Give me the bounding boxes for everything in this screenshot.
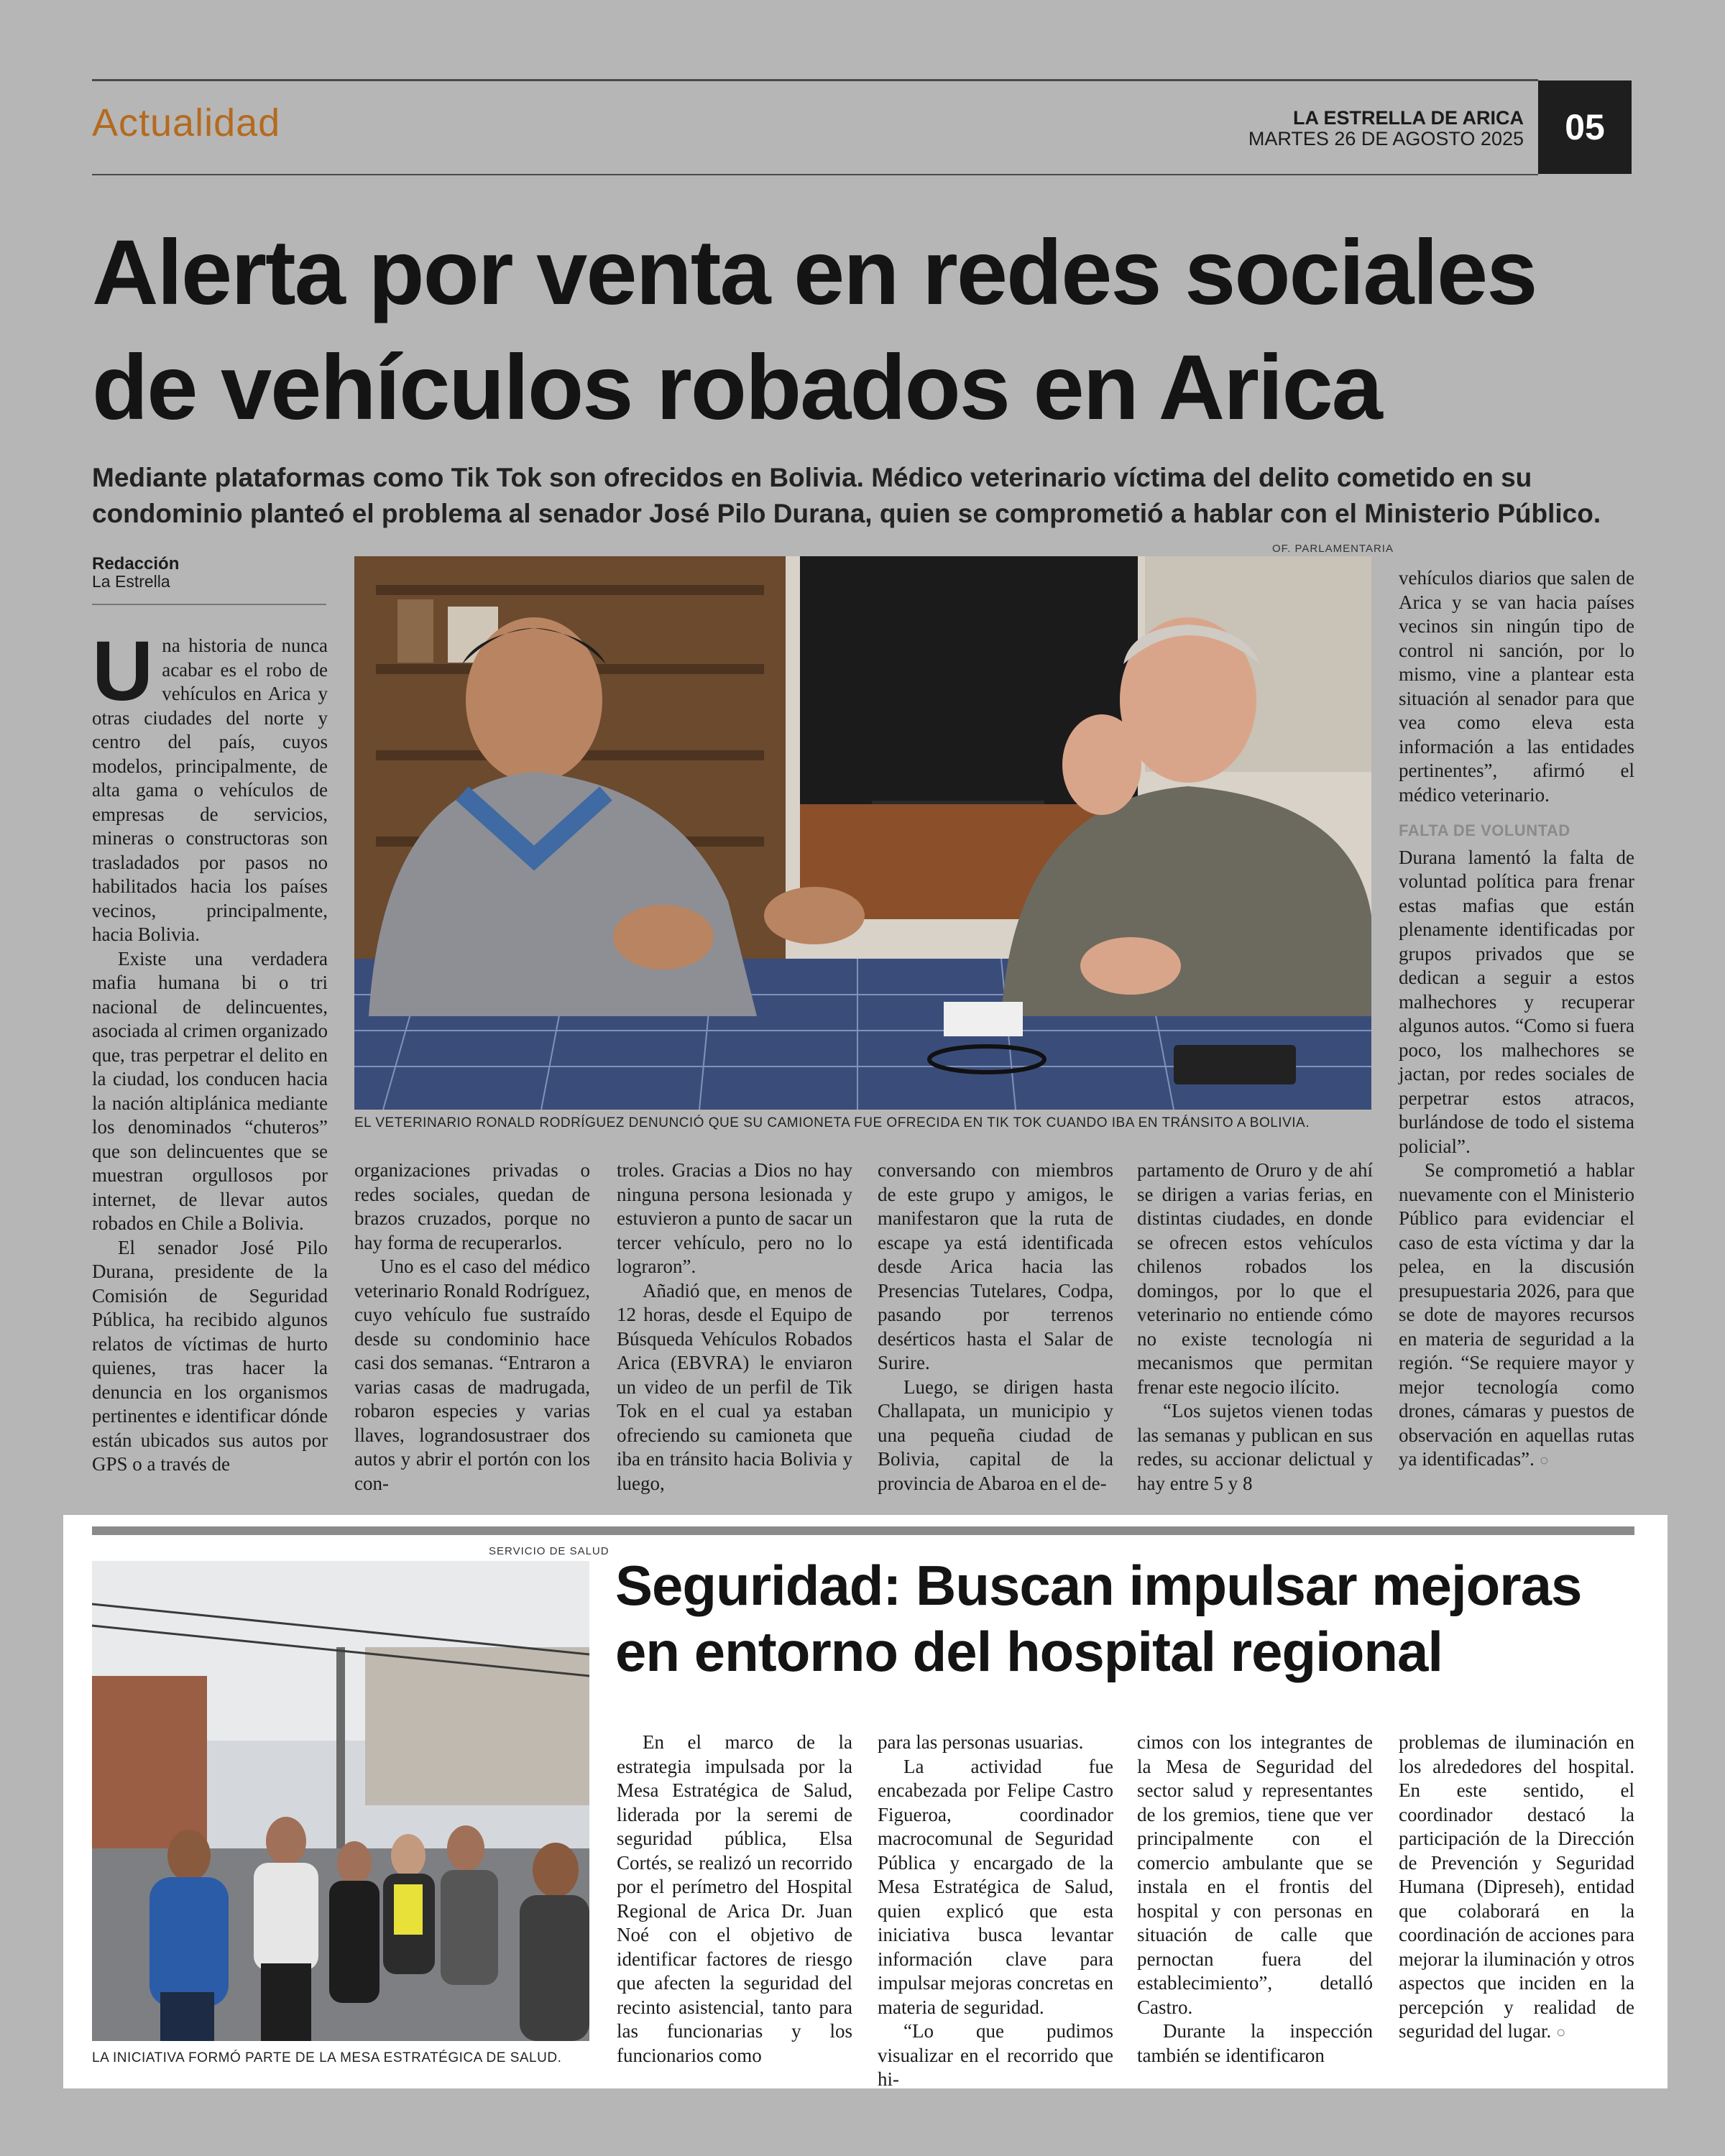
paragraph: Existe una verdadera mafia humana bi o tri nacional de delincuentes, asociada al crimen organizado que, tras perpetrar el delito en la ciudad, los conducen hacia la nación altiplánica mediante los denominados “chuteros” que son delincuentes que se muestran orgullosos por internet, de llevar autos robados en Chile a Bolivia. bbox=[92, 947, 328, 1234]
byline-name: Redacción bbox=[92, 554, 180, 573]
paragraph: “Lo que pudimos visualizar en el recorrido que hi- bbox=[878, 2020, 1113, 2090]
article-column-6 bbox=[1399, 566, 1634, 1473]
page-number: 05 bbox=[1538, 80, 1632, 174]
main-headline bbox=[92, 216, 1637, 446]
paper-name: LA ESTRELLA DE ARICA bbox=[1293, 107, 1524, 129]
byline-rule bbox=[92, 604, 326, 605]
paragraph: Luego, se dirigen hasta Challapata, un municipio y una pequeña ciudad de Bolivia, capital de la provincia de Abaroa en el de- bbox=[878, 1376, 1113, 1494]
byline-outlet: La Estrella bbox=[92, 572, 170, 591]
article-column-1 bbox=[92, 624, 328, 1477]
masthead bbox=[1248, 108, 1524, 149]
second-story-top-bar bbox=[92, 1526, 1634, 1535]
hospital-inspection-photo-illustration bbox=[92, 1561, 589, 2041]
subheading: FALTA DE VOLUNTAD bbox=[1399, 821, 1570, 839]
photo-caption: EL VETERINARIO RONALD RODRÍGUEZ DENUNCIÓ QUE SU CAMIONETA FUE OFRECIDA EN TIK TOK CUANDO IBA EN TRÁNSITO A BOLIVIA. bbox=[354, 1115, 1310, 1130]
top-rule bbox=[92, 79, 1538, 81]
paragraph: partamento de Oruro y de ahí se dirigen a varias ferias, en distintas ciudades, en donde se ofrecen estos vehículos chilenos robados los domingos, por lo que el veterinario no entiende cómo no existe tecnología ni mecanismos que permitan frenar este negocio ilícito. bbox=[1137, 1159, 1373, 1398]
article-column-5 bbox=[1137, 1158, 1373, 1496]
paragraph: Durante la inspección también se identificaron bbox=[1137, 2020, 1373, 2066]
paragraph: Durana lamentó la falta de voluntad política para frenar estas mafias que están plenamente identificadas por grupos privados que se dedican a seguir a estos malhechores y recuperar algunos autos. “Como si fuera poco, los malhechores se jactan, por redes sociales de perpetrar estos atracos, burlándose de todo el sistema policial”. bbox=[1399, 846, 1634, 1157]
second-headline-line-2: en entorno del hospital regional bbox=[615, 1620, 1443, 1683]
issue-date: MARTES 26 DE AGOSTO 2025 bbox=[1248, 128, 1524, 149]
paragraph: vehículos diarios que salen de Arica y se van hacia países vecinos sin ningún tipo de control ni sanción, por lo mismo, vine a plantear esta situación al senador para que vea como eleva esta información a las entidades pertinentes”, afirmó el médico veterinario. bbox=[1399, 567, 1634, 806]
article-column-2 bbox=[354, 1158, 590, 1496]
paragraph: En el marco de la estrategia impulsada por la Mesa Estratégica de Salud, liderada por la seremi de seguridad pública, Elsa Cortés, se realizó un recorrido por el perímetro del Hospital Regional de Arica Dr. Juan Noé con el objetivo de identificar factores de riesgo que afecten la seguridad del recinto asistencial, tanto para las funcionarias y los funcionarios como bbox=[617, 1731, 852, 2066]
second-column-4 bbox=[1399, 1731, 1634, 2045]
second-photo-caption: LA INICIATIVA FORMÓ PARTE DE LA MESA ESTRATÉGICA DE SALUD. bbox=[92, 2050, 562, 2065]
section-label: Actualidad bbox=[92, 101, 281, 144]
paragraph: conversando con miembros de este grupo y amigos, le manifestaron que la ruta de escape ya está identificada desde Arica hacia las Presencias Tutelares, Codpa, pasando por terrenos desérticos hasta el Salar de Surire. bbox=[878, 1159, 1113, 1373]
deck-line-1: Mediante plataformas como Tik Tok son ofrecidos en Bolivia. Médico veterinario víctima del delito cometido en su bbox=[92, 463, 1532, 492]
main-headline-line-1: Alerta por venta en redes sociales bbox=[92, 221, 1537, 324]
second-column-1 bbox=[617, 1731, 852, 2068]
paragraph: “Los sujetos vienen todas las semanas y publican en sus redes, su accionar delictual y hay entre 5 y 8 bbox=[1137, 1400, 1373, 1494]
header-bottom-rule bbox=[92, 174, 1538, 175]
drop-cap: U bbox=[92, 624, 154, 719]
paragraph: problemas de iluminación en los alrededores del hospital. En este sentido, el coordinador destacó la participación de la Dirección de Prevención y Seguridad Humana (Dipreseh), entidad que colaborará en la coordinación de acciones para mejorar la iluminación y otros aspectos que inciden en la percepción y realidad de seguridad del lugar. bbox=[1399, 1731, 1634, 2042]
second-headline bbox=[615, 1552, 1636, 1685]
main-headline-line-2: de vehículos robados en Arica bbox=[92, 336, 1381, 439]
main-deck bbox=[92, 460, 1637, 532]
second-photo bbox=[92, 1561, 589, 2041]
paragraph: Añadió que, en menos de 12 horas, desde el Equipo de Búsqueda Vehículos Robados Arica (EBVRA) le enviaron un video de un perfil de Tik Tok en el cual ya estaban ofreciendo su camioneta que iba en tránsito hacia Bolivia y luego, bbox=[617, 1279, 852, 1494]
interview-photo-illustration bbox=[354, 556, 1371, 1110]
end-mark-icon: ○ bbox=[1539, 1451, 1549, 1469]
byline bbox=[92, 555, 179, 591]
paragraph: para las personas usuarias. bbox=[878, 1731, 1084, 1753]
article-column-3 bbox=[617, 1158, 852, 1496]
deck-line-2: condominio planteó el problema al senador José Pilo Durana, quien se comprometió a hablar con el Ministerio Público. bbox=[92, 499, 1601, 528]
second-headline-line-1: Seguridad: Buscan impulsar mejoras bbox=[615, 1554, 1582, 1617]
paragraph: organizaciones privadas o redes sociales, quedan de brazos cruzados, porque no hay forma de recuperarlos. bbox=[354, 1159, 590, 1253]
paragraph: na historia de nunca acabar es el robo de vehículos en Arica y otras ciudades del norte y centro del país, cuyos modelos, principalmente, de alta gama o vehículos de empresas de servicios, mineras o constructoras son trasladados por pasos no habilitados hacia los países vecinos, principalmente, hacia Bolivia. bbox=[92, 635, 328, 945]
article-column-4 bbox=[878, 1158, 1113, 1496]
paragraph: Uno es el caso del médico veterinario Ronald Rodríguez, cuyo vehículo fue sustraído desde su condominio hace casi dos semanas. “Entraron a varias casas de madrugada, robaron especies y varias llaves, lograndosustraer dos autos y abrir el portón con los con- bbox=[354, 1256, 590, 1494]
paragraph: cimos con los integrantes de la Mesa de Seguridad del sector salud y representantes de los gremios, tiene que ver principalmente con el comercio ambulante que se instala en el frontis del hospital y con personas en situación de calle que pernoctan fuera del establecimiento”, detalló Castro. bbox=[1137, 1731, 1373, 2018]
photo-credit: OF. PARLAMENTARIA bbox=[1272, 543, 1394, 555]
end-mark-icon: ○ bbox=[1555, 2023, 1566, 2041]
paragraph: Se comprometió a hablar nuevamente con el Ministerio Público para evidenciar el caso de esta víctima y dar la pelea, en la discusión presupuestaria 2026, para que se dote de mayores recursos en materia de seguridad a la región. “Se requiere mayor y mejor tecnología como drones, cámaras y puestos de observación en aquellas rutas ya identificadas”. bbox=[1399, 1159, 1634, 1470]
second-column-2 bbox=[878, 1731, 1113, 2092]
paragraph: La actividad fue encabezada por Felipe Castro Figueroa, coordinador macrocomunal de Seguridad Pública y encargado de la Mesa Estratégica de Salud, quien explicó que esta iniciativa busca levantar información clave para impulsar mejoras concretas en materia de seguridad. bbox=[878, 1755, 1113, 2018]
paragraph: troles. Gracias a Dios no hay ninguna persona lesionada y estuvieron a punto de sacar un tercer vehículo, pero no lo lograron”. bbox=[617, 1159, 852, 1277]
paragraph: El senador José Pilo Durana, presidente de la Comisión de Seguridad Pública, ha recibido algunos relatos de víctimas de hurto quienes, tras hacer la denuncia en los organismos pertinentes e identificar dónde están ubicados sus autos por GPS o a través de bbox=[92, 1236, 328, 1475]
second-photo-credit: SERVICIO DE SALUD bbox=[489, 1545, 610, 1557]
main-photo bbox=[354, 556, 1371, 1110]
second-column-3 bbox=[1137, 1731, 1373, 2068]
